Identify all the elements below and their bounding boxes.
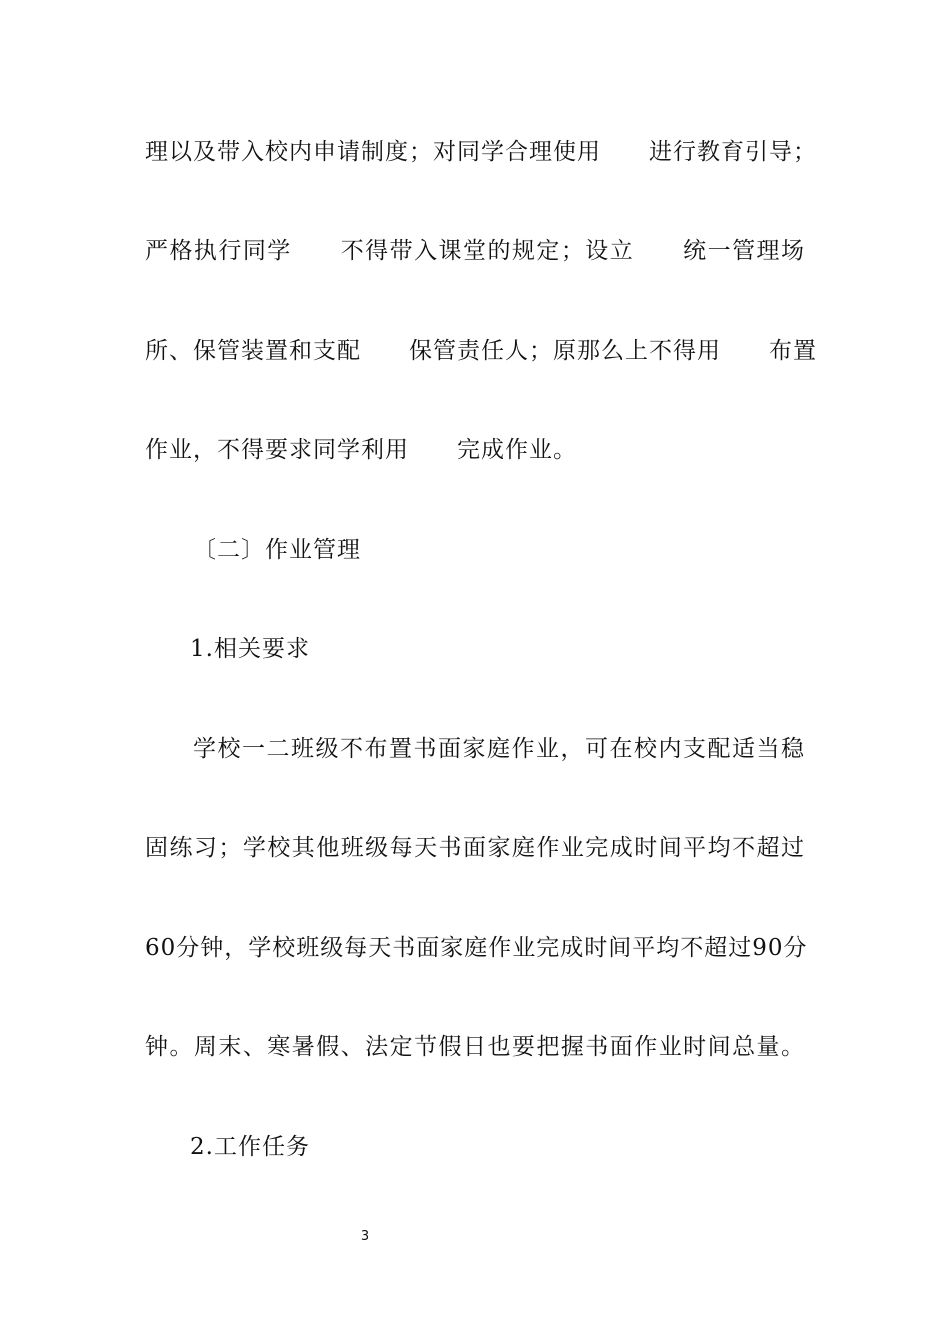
section-heading: 〔二〕作业管理: [193, 537, 361, 563]
body-text-line: 固练习；学校其他班级每天书面家庭作业完成时间平均不超过: [145, 835, 805, 861]
page-number: 3: [360, 1229, 370, 1244]
body-text-line: 学校一二班级不布置书面家庭作业，可在校内支配适当稳: [193, 736, 805, 762]
body-text-line: 作业，不得要求同学利用 完成作业。: [145, 437, 577, 463]
body-text-line: 60分钟，学校班级每天书面家庭作业完成时间平均不超过90分: [145, 935, 808, 961]
body-text-line: 理以及带入校内申请制度；对同学合理使用 进行教育引导；: [145, 139, 817, 165]
body-text-line: 钟。周末、寒暑假、法定节假日也要把握书面作业时间总量。: [145, 1034, 805, 1060]
body-text-line: 所、保管装置和支配 保管责任人；原那么上不得用 布置: [145, 338, 817, 364]
body-text-line: 严格执行同学 不得带入课堂的规定；设立 统一管理场: [145, 238, 805, 264]
subheading-requirements: 1.相关要求: [190, 636, 310, 662]
subheading-tasks: 2.工作任务: [190, 1134, 310, 1160]
